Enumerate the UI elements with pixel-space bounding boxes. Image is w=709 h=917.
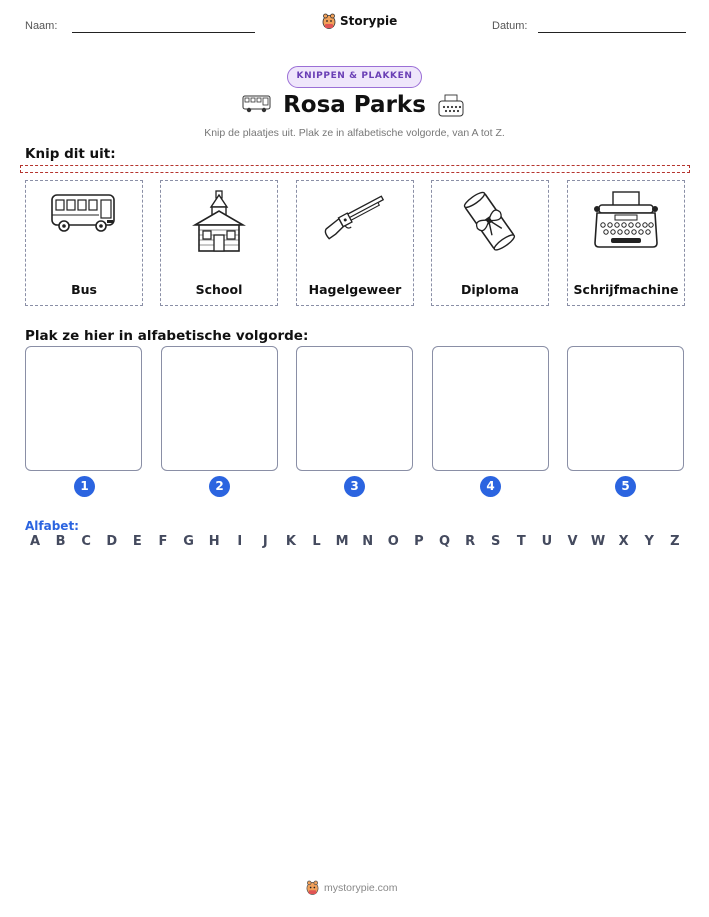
letter: P — [414, 534, 424, 549]
letter: Y — [644, 534, 654, 549]
alphabet-row — [25, 534, 685, 549]
letter: K — [285, 534, 296, 549]
name-line[interactable] — [72, 32, 255, 33]
bus-icon — [49, 189, 119, 237]
footer — [306, 880, 398, 895]
letter: C — [81, 534, 91, 549]
cut-card-school[interactable] — [160, 180, 278, 306]
schoolhouse-icon — [191, 189, 247, 255]
letter: U — [541, 534, 553, 549]
number-badge-4: 4 — [480, 476, 501, 497]
card-label: Bus — [71, 282, 97, 297]
page-title: Rosa Parks — [283, 92, 426, 118]
instructions: Knip de plaatjes uit. Plak ze in alfabetische volgorde, van A tot Z. — [204, 127, 505, 139]
diploma-icon — [460, 189, 520, 255]
paste-box-1[interactable] — [25, 346, 142, 471]
storypie-logo — [322, 13, 397, 29]
letter: E — [132, 534, 142, 549]
letter: D — [106, 534, 118, 549]
letter: M — [335, 534, 349, 549]
paste-box-5[interactable] — [567, 346, 684, 471]
alphabet-label: Alfabet: — [25, 519, 79, 533]
letter: S — [491, 534, 501, 549]
card-label: Hagelgeweer — [308, 282, 402, 297]
card-label: Schrijfmachine — [573, 282, 679, 297]
letter: N — [362, 534, 374, 549]
cut-card-diploma[interactable] — [431, 180, 549, 306]
letter: I — [237, 534, 243, 549]
letter: G — [183, 534, 194, 549]
date-line[interactable] — [538, 32, 686, 33]
storypie-mascot-icon — [306, 880, 319, 895]
shotgun-icon — [320, 189, 390, 245]
cut-line — [20, 165, 690, 173]
letter: L — [312, 534, 321, 549]
letter: X — [618, 534, 629, 549]
paste-box-3[interactable] — [296, 346, 413, 471]
letter: W — [590, 534, 606, 549]
cut-card-bus[interactable] — [25, 180, 143, 306]
card-label: School — [195, 282, 243, 297]
number-badge-2: 2 — [209, 476, 230, 497]
letter: V — [567, 534, 578, 549]
letter: O — [387, 534, 399, 549]
number-badge-1: 1 — [74, 476, 95, 497]
letter: Q — [438, 534, 451, 549]
number-badge-3: 3 — [344, 476, 365, 497]
letter: T — [516, 534, 526, 549]
letter: H — [208, 534, 220, 549]
storypie-mascot-icon — [322, 13, 336, 29]
footer-url[interactable]: mystorypie.com — [324, 881, 398, 894]
letter: A — [29, 534, 41, 549]
paste-box-4[interactable] — [432, 346, 549, 471]
letter: B — [55, 534, 66, 549]
cut-and-paste-badge: KNIPPEN & PLAKKEN — [287, 66, 422, 88]
cut-section-label: Knip dit uit: — [25, 146, 116, 162]
letter: J — [262, 534, 268, 549]
typewriter-icon — [591, 189, 661, 253]
paste-section-label: Plak ze hier in alfabetische volgorde: — [25, 328, 309, 344]
paste-box-2[interactable] — [161, 346, 278, 471]
name-label: Naam: — [25, 20, 58, 32]
letter: Z — [670, 534, 680, 549]
typewriter-icon — [437, 94, 465, 118]
number-badge-5: 5 — [615, 476, 636, 497]
card-label: Diploma — [461, 282, 519, 297]
date-label: Datum: — [492, 20, 528, 32]
cut-card-typewriter[interactable] — [567, 180, 685, 306]
logo-text: Storypie — [340, 14, 398, 28]
cut-card-shotgun[interactable] — [296, 180, 414, 306]
letter: F — [158, 534, 168, 549]
letter: R — [465, 534, 476, 549]
